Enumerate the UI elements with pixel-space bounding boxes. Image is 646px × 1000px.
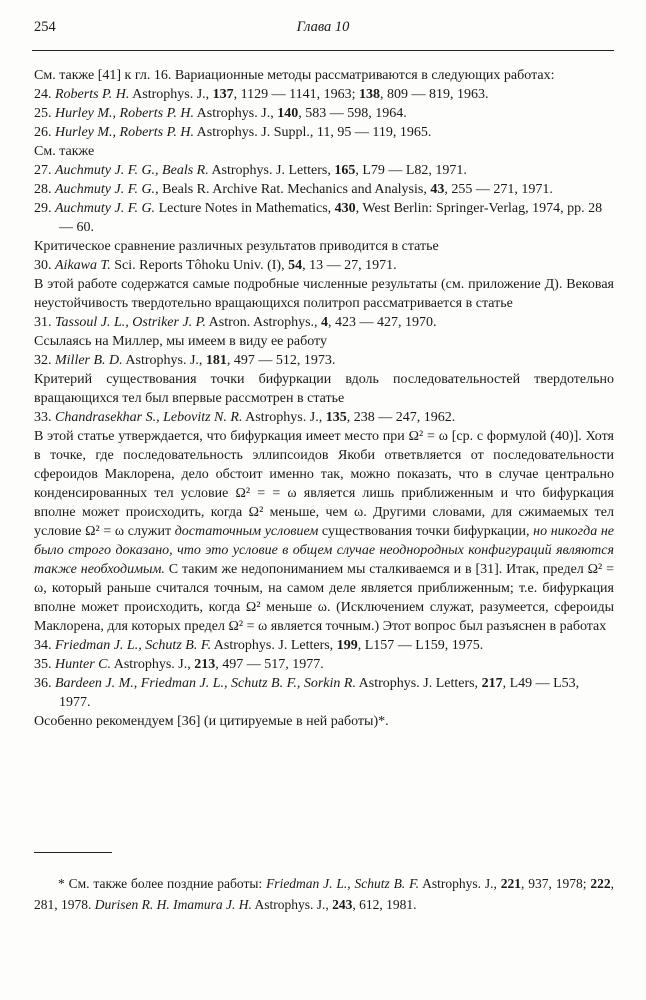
text-run: , 583 — 598, 1964. <box>298 106 407 121</box>
text-run: Astron. Astrophys., <box>205 315 322 330</box>
text-run: Astrophys. J., <box>111 657 195 672</box>
text-run: , L49 — L53, 1977. <box>59 676 580 710</box>
text-run: 30. <box>34 258 55 273</box>
italic-text: Friedman J. L., Schutz B. F. <box>266 876 420 891</box>
bold-text: 138 <box>359 87 381 102</box>
bold-text: 430 <box>334 201 356 216</box>
paragraph <box>34 66 614 85</box>
text-run: , L79 — L82, 1971. <box>355 163 467 178</box>
text-run: , 13 — 27, 1971. <box>302 258 397 273</box>
reference-entry <box>34 161 614 180</box>
italic-text: Aikawa T. <box>55 258 111 273</box>
text-run: 36. <box>34 676 55 691</box>
reference-entry <box>34 199 614 237</box>
text-run: , 281, 1978. <box>34 876 614 912</box>
paragraph <box>34 142 614 161</box>
reference-entry <box>34 104 614 123</box>
text-run: Astrophys. J., <box>251 896 333 912</box>
italic-text: Auchmuty J. F. G. <box>55 182 156 197</box>
text-run: 34. <box>34 638 55 653</box>
reference-entry <box>34 408 614 427</box>
italic-text: Bardeen J. M., Friedman J. L., Schutz B. F., Sorkin R. <box>55 676 356 691</box>
bold-text: 135 <box>325 410 347 425</box>
page-body <box>34 66 614 731</box>
italic-text: Tassoul J. L., Ostriker J. P. <box>55 315 206 330</box>
text-run: Astrophys. J. Letters, <box>208 163 335 178</box>
text-run: , 809 — 819, 1963. <box>380 87 489 102</box>
reference-entry <box>34 180 614 199</box>
text-run: 31. <box>34 315 55 330</box>
bold-text: 181 <box>205 353 227 368</box>
text-run: , 937, 1978; <box>521 876 591 891</box>
text-run: Astrophys. J., <box>242 410 326 425</box>
italic-text: Auchmuty J. F. G., Beals R. <box>55 163 209 178</box>
text-run: Astrophys. J., <box>122 353 206 368</box>
bold-text: 222 <box>590 876 611 891</box>
text-run: См. также <box>34 144 95 159</box>
bold-text: 140 <box>277 106 299 121</box>
text-run: Astrophys. J., <box>193 106 278 121</box>
italic-text: Durisen R. H. Imamura J. H. <box>94 896 252 912</box>
bold-text: 213 <box>194 657 216 672</box>
reference-entry <box>34 256 614 275</box>
italic-text: но никогда не было строго доказано, что это условие в общем случае неоднородных конфигураций являются также необходимым. <box>34 524 614 577</box>
italic-text: Auchmuty J. F. G. <box>55 201 156 216</box>
text-run: , 497 — 517, 1977. <box>215 657 324 672</box>
bold-text: 43 <box>430 182 445 197</box>
bold-text: 4 <box>321 315 329 330</box>
italic-text: Roberts P. H. <box>55 87 130 102</box>
text-run: , Beals R. Archive Rat. Mechanics and Analysis, <box>155 182 431 197</box>
text-run: , 497 — 512, 1973. <box>226 353 336 368</box>
text-run: В этой статье утверждается, что бифуркация имеет место при Ω² = ω [ср. с формулой (40)]. Хотя в точке, где последовательность эллипсоидов Якоби ответвляется от последовательности сфероидов Маклорена, дело обстоит именно так, можно показать, что в случае центрально конденсированных тел условие Ω² = = ω является лишь приближенным и что бифуркация вполне может происходить, когда Ω² меньше, чем ω. Другими словами, для сжимаемых тел условие Ω² = ω служит <box>34 429 614 539</box>
text-run: Критическое сравнение различных результатов приводится в статье <box>34 239 439 254</box>
text-run: Sci. Reports Tôhoku Univ. (I), <box>110 258 289 273</box>
page-header <box>32 18 614 40</box>
paragraph <box>34 275 614 313</box>
paragraph <box>34 712 614 731</box>
text-run: 33. <box>34 410 55 425</box>
text-run: Особенно рекомендуем [36] (и цитируемые в ней работы)*. <box>34 714 389 729</box>
bold-text: 137 <box>212 87 234 102</box>
text-run: , 612, 1981. <box>352 896 417 912</box>
text-run: , L157 — L159, 1975. <box>357 638 484 653</box>
reference-entry <box>34 636 614 655</box>
text-run: Astrophys. J., <box>419 876 501 891</box>
paragraph <box>34 427 614 636</box>
text-run: 24. <box>34 87 55 102</box>
text-run: , West Berlin: Springer-Verlag, 1974, pp. 28 — 60. <box>59 201 603 235</box>
text-run: С таким же недопониманием мы сталкиваемся и в [31]. Итак, предел Ω² = ω, который раньше считался точным, на самом деле является приближенным; т.е. бифуркация вполне может происходить, когда Ω² меньше ω. (Исключением служат, разумеется, сфероиды Маклорена, для которых предел Ω² = ω является точным.) Этот вопрос был разъяснен в работах <box>34 562 614 634</box>
text-run: Astrophys. J. Letters, <box>211 638 337 653</box>
text-run: * См. также более поздние работы: <box>58 876 267 891</box>
text-run: 28. <box>34 182 55 197</box>
chapter-title: Глава 10 <box>296 19 350 35</box>
page-number: 254 <box>34 19 56 35</box>
text-run: 32. <box>34 353 55 368</box>
reference-entry <box>34 313 614 332</box>
text-run: , 1129 — 1141, 1963; <box>233 87 360 102</box>
italic-text: достаточным условием <box>174 524 319 539</box>
text-run: 27. <box>34 163 55 178</box>
reference-entry <box>34 674 614 712</box>
paragraph <box>34 370 614 408</box>
reference-entry <box>34 351 614 370</box>
text-run: 25. <box>34 106 55 121</box>
footnote <box>34 874 614 915</box>
footnote-rule <box>34 852 112 853</box>
bold-text: 199 <box>336 638 358 653</box>
italic-text: Hurley M., Roberts P. H. <box>55 106 194 121</box>
text-run: Astrophys. J., <box>129 87 213 102</box>
bold-text: 54 <box>288 258 303 273</box>
paragraph <box>34 332 614 351</box>
italic-text: Hunter C. <box>55 657 111 672</box>
text-run: В этой работе содержатся самые подробные численные результаты (см. приложение Д). Вековая неустойчивость твердотельно вращающихся политроп рассматривается в статье <box>34 277 614 311</box>
text-run: , 423 — 427, 1970. <box>328 315 437 330</box>
text-run: Критерий существования точки бифуркации вдоль последовательностей твердотельно вращающихся тел был впервые рассмотрен в статье <box>34 372 614 406</box>
text-run: , 238 — 247, 1962. <box>346 410 456 425</box>
italic-text: Hurley M., Roberts P. H. <box>55 125 194 140</box>
italic-text: Friedman J. L., Schutz B. F. <box>55 638 212 653</box>
text-run: Lecture Notes in Mathematics, <box>155 201 335 216</box>
header-rule <box>32 50 614 51</box>
text-run: Astrophys. J. Suppl., 11, 95 — 119, 1965. <box>193 125 432 140</box>
text-run: существования точки бифуркации, <box>318 524 534 539</box>
text-run: 35. <box>34 657 55 672</box>
italic-text: Miller B. D. <box>55 353 123 368</box>
text-run: 26. <box>34 125 55 140</box>
reference-entry <box>34 85 614 104</box>
text-run: Astrophys. J. Letters, <box>355 676 482 691</box>
text-run: 29. <box>34 201 55 216</box>
paragraph <box>34 237 614 256</box>
bold-text: 217 <box>481 676 503 691</box>
reference-entry <box>34 655 614 674</box>
text-run: См. также [41] к гл. 16. Вариационные методы рассматриваются в следующих работах: <box>34 68 555 83</box>
text-run: , 255 — 271, 1971. <box>444 182 553 197</box>
italic-text: Chandrasekhar S., Lebovitz N. R. <box>55 410 243 425</box>
bold-text: 165 <box>334 163 356 178</box>
text-run: Ссылаясь на Миллер, мы имеем в виду ее работу <box>34 334 327 349</box>
reference-entry <box>34 123 614 142</box>
bold-text: 243 <box>332 896 353 912</box>
bold-text: 221 <box>500 876 521 891</box>
